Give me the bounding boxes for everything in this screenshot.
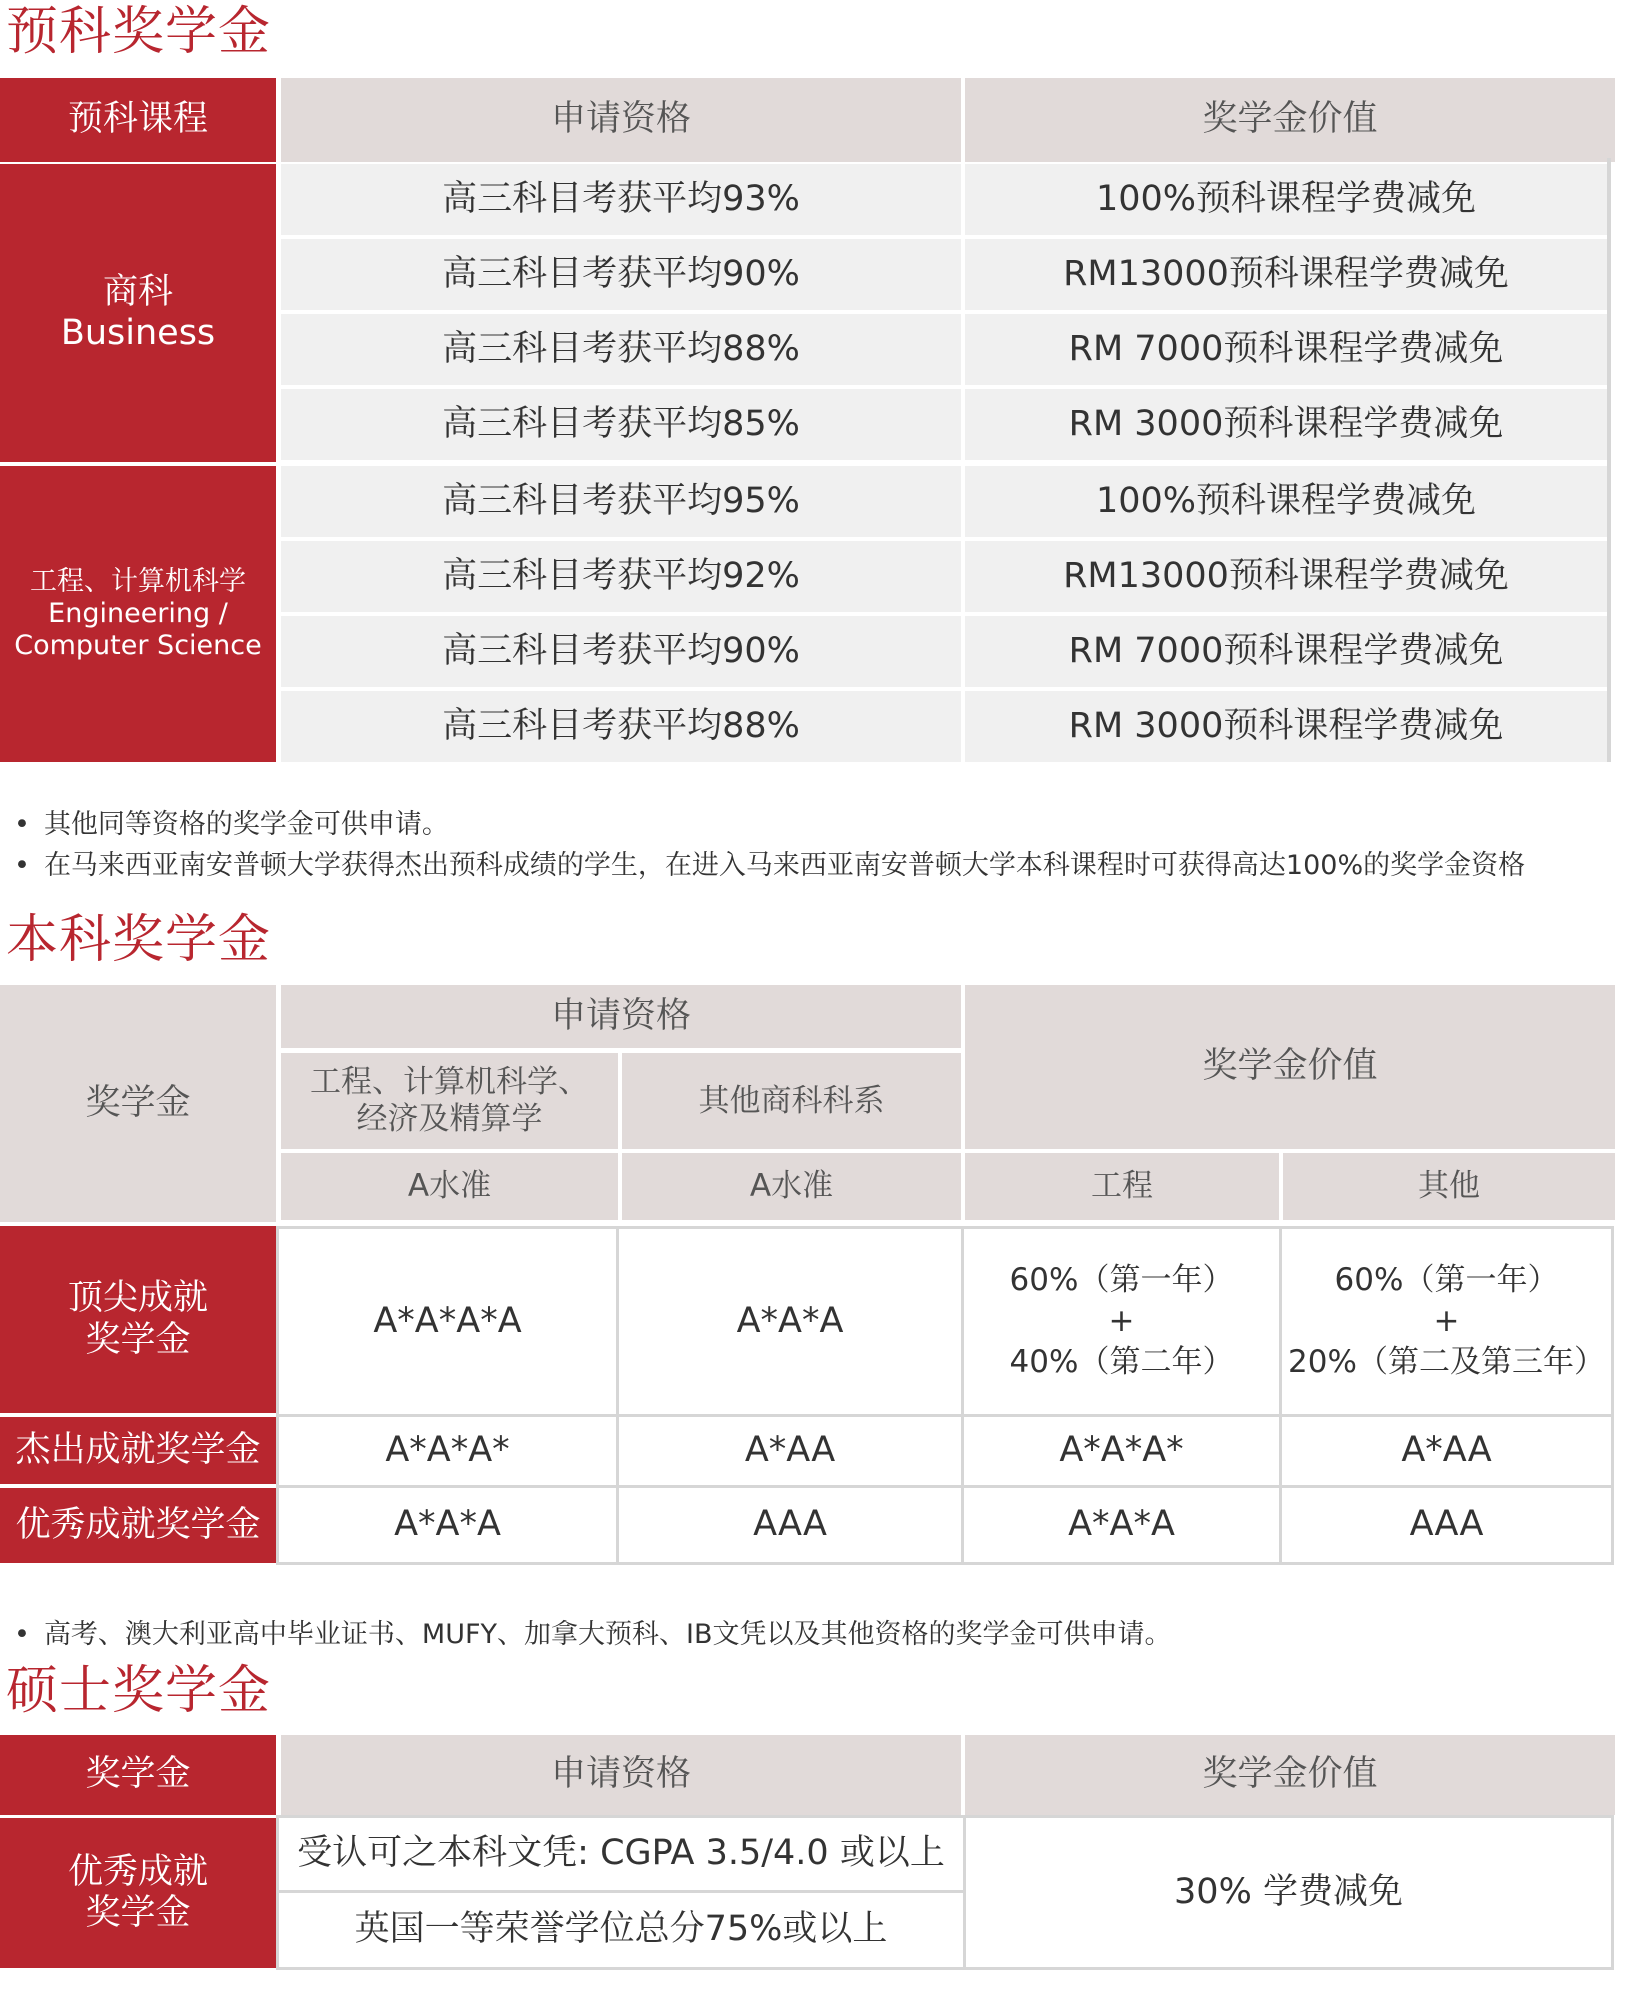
- foundation-title: 预科奖学金: [6, 2, 272, 62]
- table-row: RM 7000预科课程学费减免: [965, 616, 1607, 687]
- group-label-en: Computer Science: [14, 629, 262, 661]
- table-cell: A*A*A: [961, 1485, 1282, 1565]
- undergrad-title: 本科奖学金: [6, 910, 272, 970]
- foundation-header-requirements: 申请资格: [281, 78, 961, 162]
- table-row: RM13000预科课程学费减免: [965, 541, 1607, 612]
- undergrad-sub-engineering: 工程、计算机科学、 经济及精算学: [281, 1053, 618, 1149]
- foundation-header-value: 奖学金价值: [965, 78, 1615, 162]
- undergrad-header-value: 奖学金价值: [965, 985, 1615, 1149]
- table-cell: A*AA: [616, 1414, 964, 1488]
- table-cell: 英国一等荣誉学位总分75%或以上: [276, 1890, 966, 1970]
- table-row: 高三科目考获平均88%: [281, 691, 961, 762]
- table-cell: A*AA: [1279, 1414, 1614, 1488]
- undergrad-header-scholarship: 奖学金: [0, 985, 276, 1222]
- table-cell: AAA: [1279, 1485, 1614, 1565]
- undergrad-value-other: 其他: [1283, 1153, 1615, 1220]
- table-row: 100%预科课程学费减免: [965, 164, 1607, 235]
- table-row: 高三科目考获平均90%: [281, 616, 961, 687]
- foundation-group-business: [0, 164, 276, 462]
- table-cell: A*A*A: [616, 1226, 964, 1417]
- table-border: [1607, 158, 1611, 762]
- table-row: RM13000预科课程学费减免: [965, 239, 1607, 310]
- group-label-cn: 工程、计算机科学: [30, 566, 246, 598]
- foundation-header-course: 预科课程: [0, 78, 276, 162]
- masters-header-requirements: 申请资格: [281, 1735, 961, 1815]
- undergrad-sub-business: 其他商科科系: [622, 1053, 961, 1149]
- undergrad-row-outstanding: 杰出成就奖学金: [0, 1417, 276, 1484]
- table-cell: AAA: [616, 1485, 964, 1565]
- foundation-group-engineering: [0, 466, 276, 762]
- table-cell: A*A*A*A: [276, 1226, 619, 1417]
- table-row: RM 7000预科课程学费减免: [965, 314, 1607, 385]
- undergrad-level-a: A水准: [281, 1153, 618, 1220]
- undergrad-note: • 高考、澳大利亚高中毕业证书、MUFY、加拿大预科、IB文凭以及其他资格的奖学金可供申请。: [14, 1619, 1172, 1650]
- group-label-en: Engineering /: [48, 598, 228, 630]
- table-cell: 受认可之本科文凭: CGPA 3.5/4.0 或以上: [276, 1815, 966, 1893]
- undergrad-row-top: 顶尖成就 奖学金: [0, 1226, 276, 1413]
- table-row: 高三科目考获平均85%: [281, 389, 961, 460]
- table-row: RM 3000预科课程学费减免: [965, 691, 1607, 762]
- masters-row-excellent: 优秀成就 奖学金: [0, 1818, 276, 1968]
- table-row: 高三科目考获平均92%: [281, 541, 961, 612]
- table-row: 高三科目考获平均88%: [281, 314, 961, 385]
- undergrad-header-requirements: 申请资格: [281, 985, 961, 1048]
- masters-title: 硕士奖学金: [6, 1661, 272, 1721]
- table-cell: 30% 学费减免: [963, 1815, 1614, 1970]
- undergrad-value-engineering: 工程: [965, 1153, 1279, 1220]
- table-row: 高三科目考获平均93%: [281, 164, 961, 235]
- undergrad-row-excellent: 优秀成就奖学金: [0, 1488, 276, 1563]
- masters-header-scholarship: 奖学金: [0, 1735, 276, 1815]
- foundation-note: • 其他同等资格的奖学金可供申请。: [14, 809, 449, 840]
- masters-header-value: 奖学金价值: [965, 1735, 1615, 1815]
- table-row: 高三科目考获平均90%: [281, 239, 961, 310]
- table-row: RM 3000预科课程学费减免: [965, 389, 1607, 460]
- table-cell: A*A*A*: [961, 1414, 1282, 1488]
- group-label-cn: 商科: [102, 271, 173, 312]
- table-cell: A*A*A: [276, 1485, 619, 1565]
- table-cell: 60%（第一年） + 20%（第二及第三年）: [1279, 1226, 1614, 1417]
- table-cell: A*A*A*: [276, 1414, 619, 1488]
- table-cell: 60%（第一年） + 40%（第二年）: [961, 1226, 1282, 1417]
- group-label-en: Business: [60, 313, 216, 353]
- table-row: 高三科目考获平均95%: [281, 466, 961, 537]
- foundation-note: • 在马来西亚南安普顿大学获得杰出预科成绩的学生，在进入马来西亚南安普顿大学本科课程时可获得高达100%的奖学金资格: [14, 850, 1526, 881]
- table-row: 100%预科课程学费减免: [965, 466, 1607, 537]
- undergrad-level-a: A水准: [622, 1153, 961, 1220]
